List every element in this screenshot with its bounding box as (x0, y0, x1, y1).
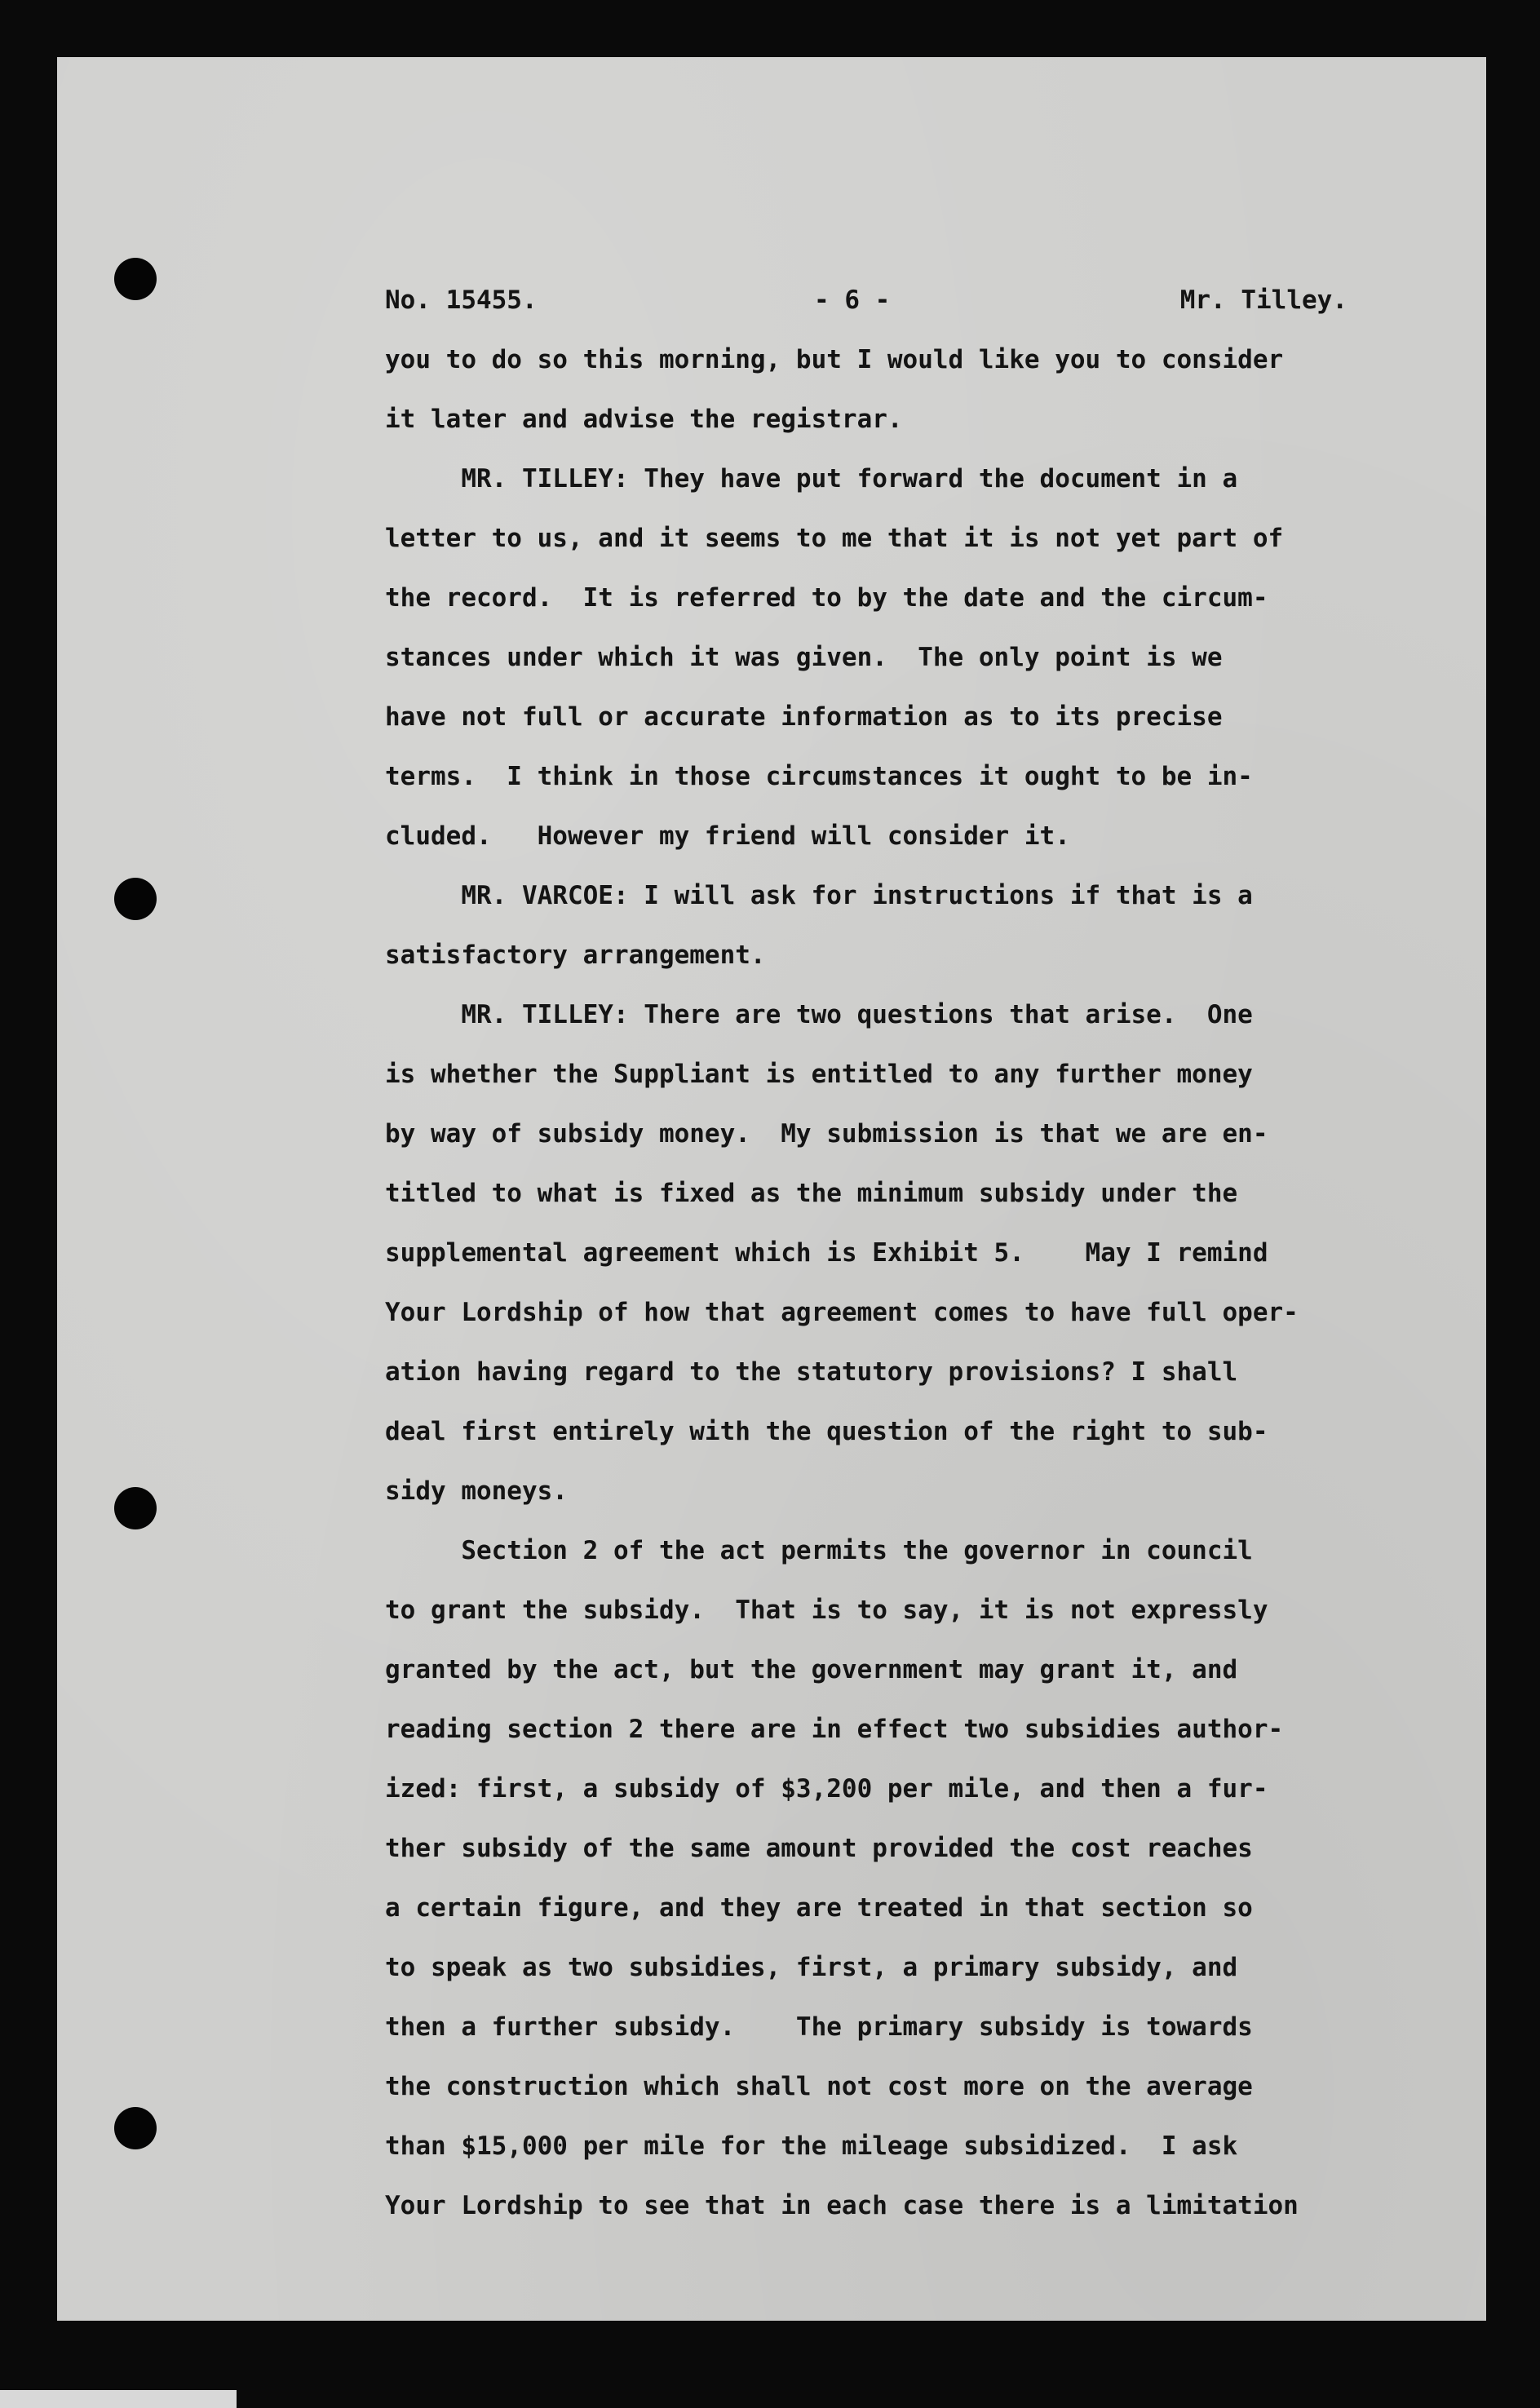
text-line: terms. I think in those circumstances it ought to be in- (385, 762, 1253, 791)
page-header (385, 286, 1348, 321)
text-line: supplemental agreement which is Exhibit 5. May I remind (385, 1238, 1268, 1268)
text-line: MR. TILLEY: They have put forward the document in a (385, 464, 1238, 494)
punch-hole (114, 2107, 157, 2149)
text-line: Section 2 of the act permits the governor in council (385, 1536, 1253, 1565)
text-line: letter to us, and it seems to me that it is not yet part of (385, 524, 1284, 553)
transcript-body (385, 330, 1478, 2236)
text-line: you to do so this morning, but I would like you to consider (385, 345, 1284, 374)
document-number: No. 15455. (385, 286, 538, 315)
text-line: stances under which it was given. The only point is we (385, 643, 1223, 672)
text-line: ized: first, a subsidy of $3,200 per mile, and then a fur- (385, 1774, 1268, 1804)
text-line: by way of subsidy money. My submission is that we are en- (385, 1119, 1268, 1149)
bottom-edge-strip (0, 2390, 237, 2408)
text-line: the record. It is referred to by the date and the circum- (385, 583, 1268, 613)
text-line: a certain figure, and they are treated in that section so (385, 1893, 1253, 1923)
text-line: satisfactory arrangement. (385, 941, 766, 970)
punch-hole (114, 878, 157, 920)
page-number: - 6 - (814, 286, 891, 315)
text-line: have not full or accurate information as to its precise (385, 702, 1223, 732)
speaker-name: Mr. Tilley. (1179, 286, 1348, 315)
text-line: titled to what is fixed as the minimum subsidy under the (385, 1179, 1238, 1208)
punch-hole (114, 1487, 157, 1529)
text-line: sidy moneys. (385, 1476, 568, 1506)
text-line: deal first entirely with the question of the right to sub- (385, 1417, 1268, 1446)
text-line: Your Lordship to see that in each case there is a limitation (385, 2191, 1299, 2220)
text-line: it later and advise the registrar. (385, 405, 903, 434)
text-line: ther subsidy of the same amount provided the cost reaches (385, 1834, 1253, 1863)
text-line: ation having regard to the statutory provisions? I shall (385, 1357, 1238, 1387)
text-line: is whether the Suppliant is entitled to any further money (385, 1060, 1253, 1089)
text-line: than $15,000 per mile for the mileage subsidized. I ask (385, 2131, 1238, 2161)
text-line: reading section 2 there are in effect two subsidies author- (385, 1715, 1284, 1744)
text-line: Your Lordship of how that agreement comes to have full oper- (385, 1298, 1299, 1327)
text-line: the construction which shall not cost more on the average (385, 2072, 1253, 2101)
text-line: MR. TILLEY: There are two questions that arise. One (385, 1000, 1253, 1029)
text-line: to speak as two subsidies, first, a primary subsidy, and (385, 1953, 1238, 1982)
text-line: MR. VARCOE: I will ask for instructions if that is a (385, 881, 1253, 910)
text-line: then a further subsidy. The primary subsidy is towards (385, 2012, 1253, 2042)
text-line: to grant the subsidy. That is to say, it is not expressly (385, 1596, 1268, 1625)
punch-hole (114, 258, 157, 300)
text-line: granted by the act, but the government may grant it, and (385, 1655, 1238, 1684)
text-line: cluded. However my friend will consider it. (385, 821, 1070, 851)
